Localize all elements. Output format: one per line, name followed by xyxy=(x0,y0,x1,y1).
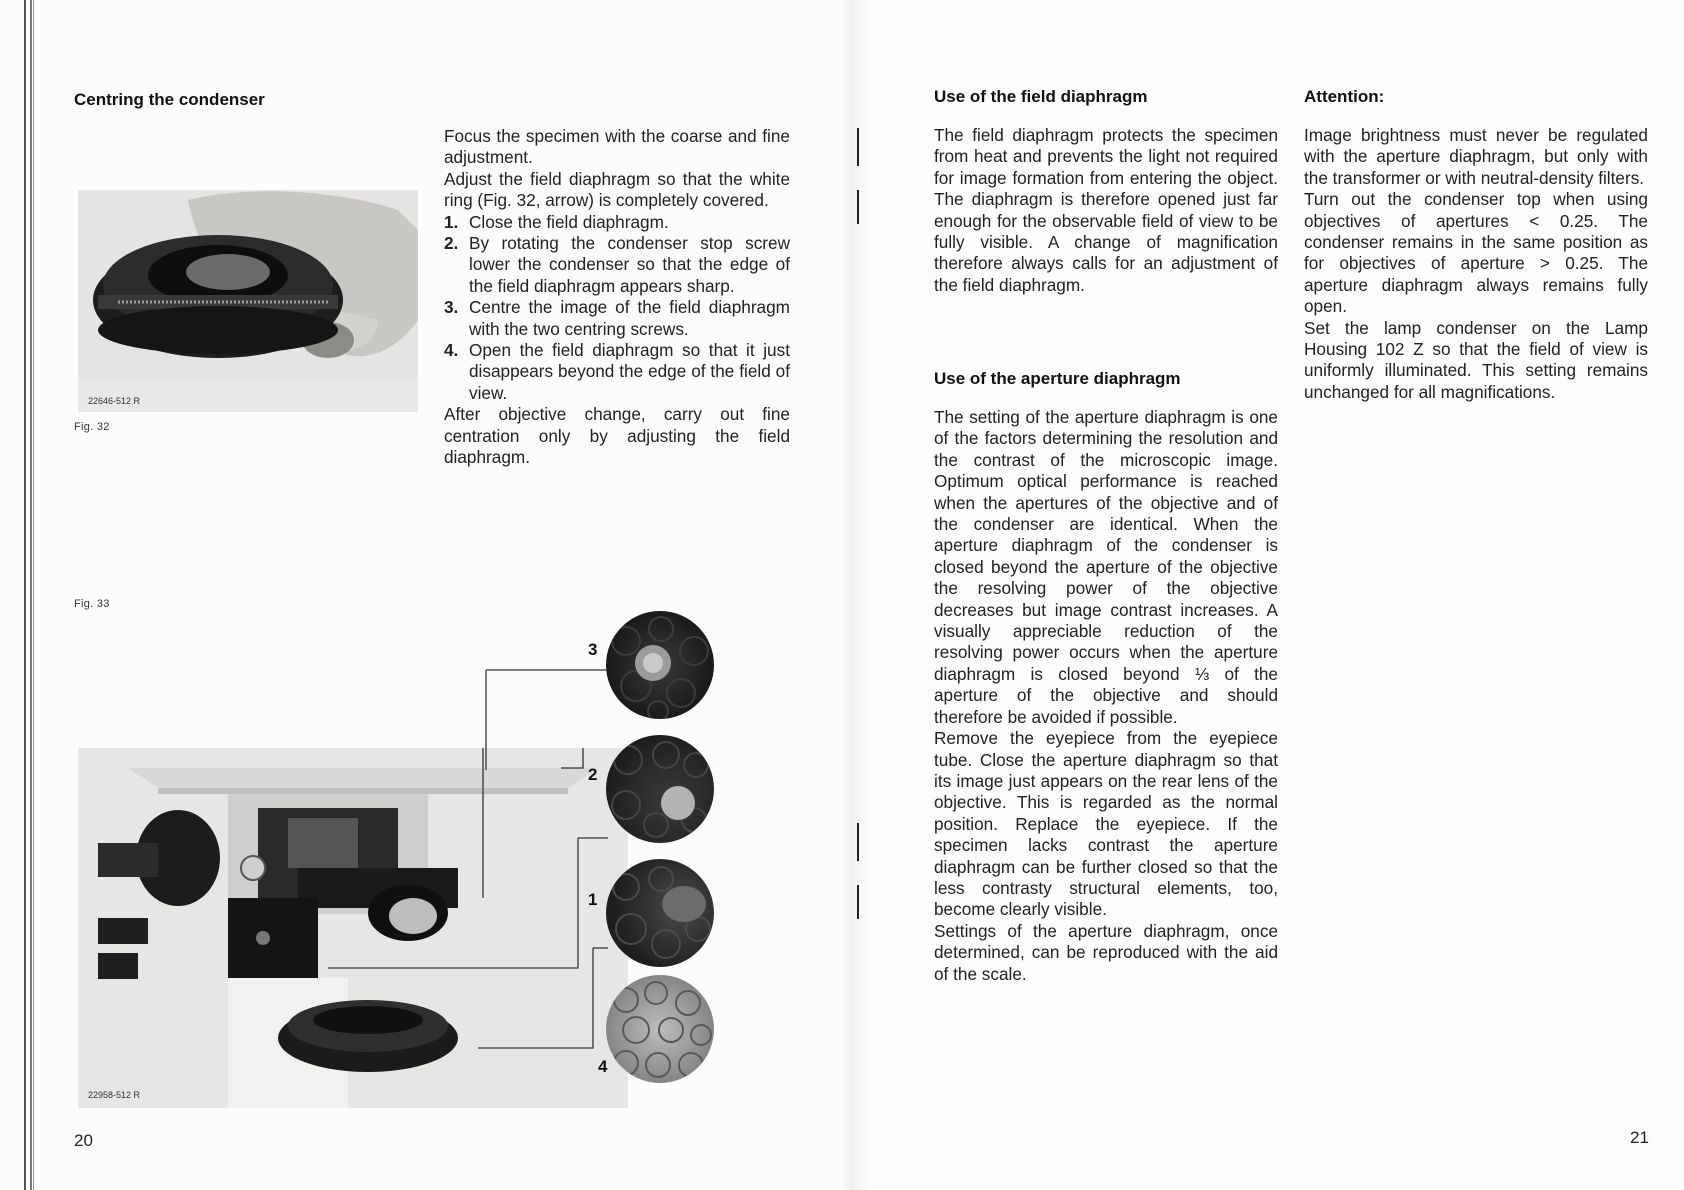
step-number: 4. xyxy=(444,340,459,361)
callout-number: 2 xyxy=(588,765,598,784)
specimen-texture xyxy=(606,859,714,967)
fig32-code: 22646-512 R xyxy=(88,396,141,406)
page-number-right: 21 xyxy=(1630,1128,1649,1147)
binding-line xyxy=(30,0,32,1190)
aperture-paragraph-1: The setting of the aperture diaphragm is one of the factors determining the resolution and the contrast of the microscopic image. Optimum optical performance is reached when the apertures of the objective and of the condenser are identical. When the aperture diaphragm of the condenser is closed beyond the aperture of the objective the resolving power of the objective decreases but image contrast increases. A visually appreciable reduction of the resolving power occurs when the aperture diaphragm is closed beyond ⅓ of the aperture of the objective and should therefore be avoided if possible. xyxy=(934,407,1278,727)
specimen-image-3 xyxy=(606,611,714,719)
attention-text xyxy=(1304,125,1648,403)
step-text: By rotating the condenser stop screw lower the condenser so that the edge of the field diaphragm appears sharp. xyxy=(469,233,790,296)
aperture-diaphragm-text xyxy=(934,407,1278,985)
specimen-texture xyxy=(606,975,714,1083)
fig33-label: Fig. 33 xyxy=(74,598,110,610)
callout-number: 4 xyxy=(598,1057,608,1076)
heading-field-diaphragm: Use of the field diaphragm xyxy=(934,87,1148,106)
step-number: 3. xyxy=(444,297,459,318)
right-page xyxy=(854,0,1684,1190)
centring-intro-1: Focus the specimen with the coarse and fine adjustment. xyxy=(444,126,790,168)
field-paragraph: The field diaphragm protects the specimen from heat and prevents the light not required for image formation from entering the object. The diaphragm is therefore opened just far enough for the observable field of view to be fully visible. A change of magnification therefore always calls for an adjustment of the field diaphragm. xyxy=(934,125,1278,295)
aperture-paragraph-3: Settings of the aperture diaphragm, once determined, can be reproduced with the aid of the scale. xyxy=(934,920,1278,984)
attention-paragraph-1: Image brightness must never be regulated with the aperture diaphragm, but only with the transformer or with neutral-density filters. xyxy=(1304,125,1648,188)
centring-outro: After objective change, carry out fine centration only by adjusting the field diaphragm. xyxy=(444,404,790,468)
step-item xyxy=(444,297,790,340)
staple-marks-top xyxy=(852,120,864,230)
step-number: 1. xyxy=(444,211,459,232)
fig33-photo xyxy=(78,748,628,1108)
aperture-paragraph-2: Remove the eyepiece from the eyepiece tube. Close the aperture diaphragm so that its image just appears on the rear lens of the objective. This is regarded as the normal position. Replace the eyepiece. If the specimen lacks contrast the aperture diaphragm can be further closed so that the less contrasty structural elements, too, become clearly visible. xyxy=(934,728,1278,920)
centring-steps-list xyxy=(444,212,790,405)
centring-intro-2: Adjust the field diaphragm so that the white ring (Fig. 32, arrow) is completely covered. xyxy=(444,168,790,211)
hand-condenser-illustration xyxy=(78,190,418,412)
binding-edge xyxy=(24,0,34,1190)
step-text: Close the field diaphragm. xyxy=(469,211,669,232)
heading-centring-condenser: Centring the condenser xyxy=(74,90,265,109)
specimen-image-1 xyxy=(606,859,714,967)
step-text: Centre the image of the field diaphragm with the two centring screws. xyxy=(469,297,790,339)
specimen-image-4 xyxy=(606,975,714,1083)
microscope-illustration xyxy=(78,748,628,1108)
step-item xyxy=(444,212,790,233)
field-diaphragm-text xyxy=(934,125,1278,296)
specimen-texture xyxy=(606,611,714,719)
step-number: 2. xyxy=(444,233,459,254)
step-text: Open the field diaphragm so that it just disappears beyond the edge of the field of view. xyxy=(469,340,790,403)
page-number-left: 20 xyxy=(74,1131,93,1150)
step-item xyxy=(444,233,790,297)
fig32-label: Fig. 32 xyxy=(74,421,110,433)
step-item xyxy=(444,340,790,404)
fig33-code: 22958-512 R xyxy=(88,1090,141,1100)
callout-number: 3 xyxy=(588,640,598,659)
staple-marks-bottom xyxy=(852,815,864,925)
centring-text-column xyxy=(444,126,790,469)
specimen-texture xyxy=(606,735,714,843)
specimen-image-2 xyxy=(606,735,714,843)
attention-paragraph-3: Set the lamp condenser on the Lamp Housing 102 Z so that the field of view is uniformly illuminated. This setting remains unchanged for all magnifications. xyxy=(1304,317,1648,402)
heading-aperture-diaphragm: Use of the aperture diaphragm xyxy=(934,369,1181,388)
attention-paragraph-2: Turn out the condenser top when using objectives of apertures < 0.25. The condenser remains in the same position as for objectives of aperture > 0.25. The aperture diaphragm always remains fully open. xyxy=(1304,189,1648,317)
fig32-photo xyxy=(78,190,418,412)
heading-attention: Attention: xyxy=(1304,87,1385,106)
callout-number: 1 xyxy=(588,890,598,909)
